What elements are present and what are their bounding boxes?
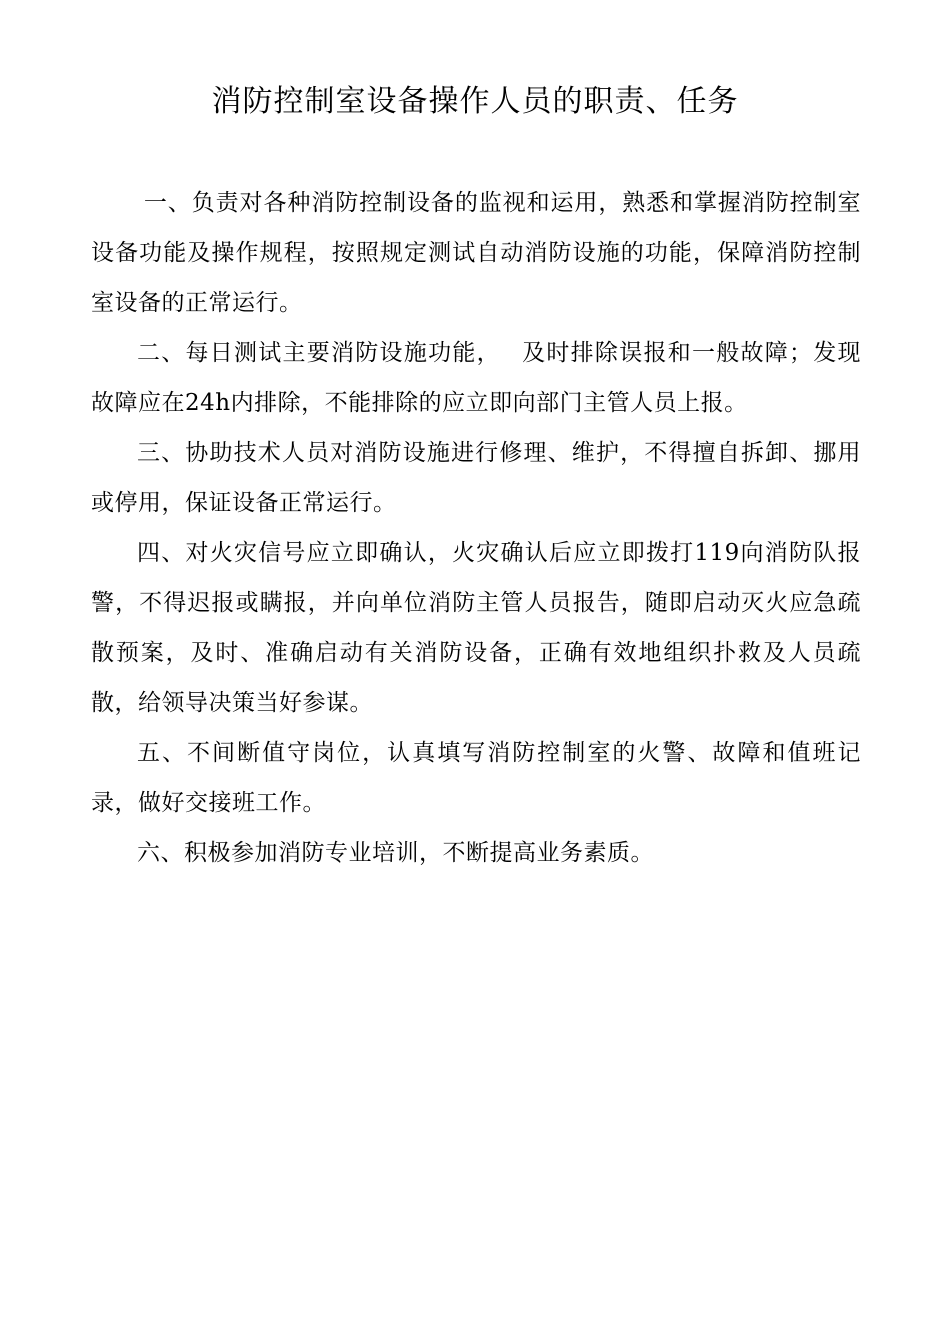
duty-paragraph-3: 三、协助技术人员对消防设施进行修理、维护，不得擅自拆卸、挪用或停用，保证设备正常运行。 xyxy=(91,440,861,516)
document-body xyxy=(91,178,861,878)
duty-paragraph-1: 一、负责对各种消防控制设备的监视和运用，熟悉和掌握消防控制室设备功能及操作规程，按照规定测试自动消防设施的功能，保障消防控制室设备的正常运行。 xyxy=(91,190,861,316)
duty-paragraph-2: 二、每日测试主要消防设施功能， 及时排除误报和一般故障；发现故障应在24h内排除，不能排除的应立即向部门主管人员上报。 xyxy=(91,340,861,416)
duty-paragraph-4: 四、对火灾信号应立即确认，火灾确认后应立即拨打119向消防队报警，不得迟报或瞒报，并向单位消防主管人员报告，随即启动灭火应急疏散预案，及时、准确启动有关消防设备，正确有效地组织扑救及人员疏散，给领导决策当好参谋。 xyxy=(91,540,861,716)
duty-paragraph-5: 五、不间断值守岗位，认真填写消防控制室的火警、故障和值班记录，做好交接班工作。 xyxy=(91,740,861,816)
duty-paragraph-6: 六、积极参加消防专业培训，不断提高业务素质。 xyxy=(137,840,654,866)
document-title: 消防控制室设备操作人员的职责、任务 xyxy=(211,84,739,119)
